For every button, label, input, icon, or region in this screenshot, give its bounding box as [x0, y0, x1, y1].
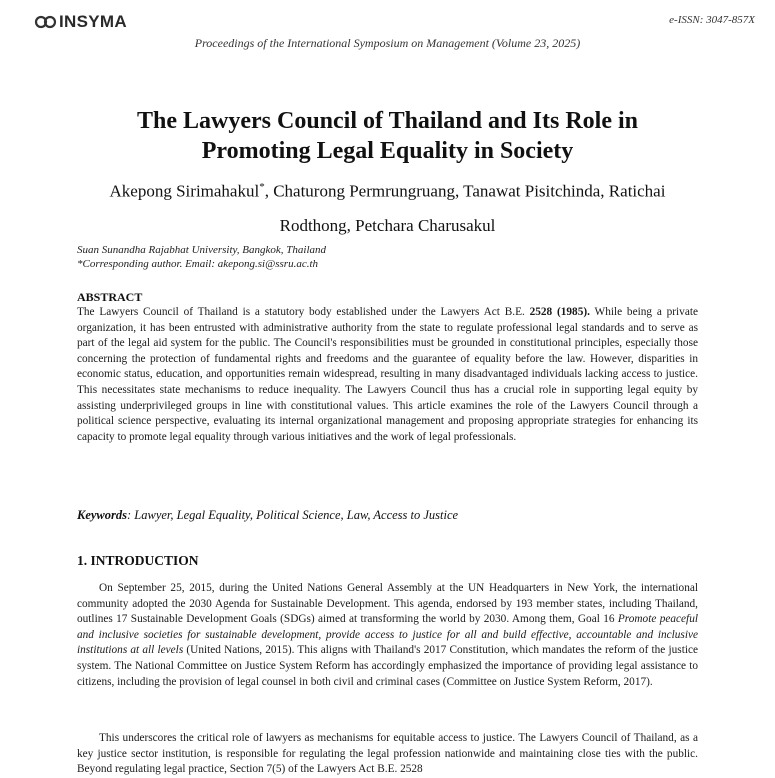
affiliation-block [77, 243, 326, 271]
intro-paragraph-2: This underscores the critical role of lawyers as mechanisms for equitable access to justice. The Lawyers Council of Thailand, as a key justice sector institution, is responsible for regulating the legal profession nationwide and maintaining close ties with the public. Beyond regulating legal practice, Section 7(5) of the Lawyers Act B.E. 2528 [77, 732, 698, 776]
abstract-text-part2: While being a private organization, it has been entrusted with administrative authority from the state to regulate professional legal standards and to serve as part of the legal aid system for the public. The Council's responsibilities must be grounded in constitutional principles, especially those concerning the protection of fundamental rights and freedoms and the guarantee of equality before the law. However, disparities in economic status, education, and opportunities remain widespread, resulting in many disadvantaged individuals lacking access to justice. This necessitates state mechanisms to reduce inequality. The Lawyers Council thus has a crucial role in supporting legal equity by assisting underprivileged groups in line with constitutional values. This article examines the role of the Lawyers Council through a political science perspective, evaluating its internal organizational management and proposing appropriate strategies for enhancing its capacity to promote legal equality through various initiatives and the work of legal professionals. [77, 306, 698, 443]
authors-line-2: Rodthong, Petchara Charusakul [279, 215, 496, 235]
affiliation: Suan Sunandha Rajabhat University, Bangkok, Thailand [77, 244, 327, 256]
journal-logo [34, 12, 127, 32]
issn: e-ISSN: 3047-857X [669, 14, 755, 26]
keywords-list: : Lawyer, Legal Equality, Political Science, Law, Access to Justice [127, 508, 459, 522]
keywords-label: Keywords [77, 508, 127, 522]
corresponding-author: *Corresponding author. Email: akepong.si@ssru.ac.th [77, 258, 319, 270]
abstract-text-part1: The Lawyers Council of Thailand is a statutory body established under the Lawyers Act B.E. [77, 306, 530, 318]
section-heading-introduction: 1. INTRODUCTION [77, 553, 199, 568]
co-authors: , Chaturong Permrungruang, Tanawat Pisitchinda, Ratichai [264, 181, 666, 201]
logo-text: INSYMA [59, 12, 127, 31]
intro-p1-part1: On September 25, 2015, during the United Nations General Assembly at the UN Headquarters in New York, the international community adopted the 2030 Agenda for Sustainable Development. This agenda, endorsed by 193 member states, including Thailand, outlines 17 Sustainable Development Goals (SDGs) aimed at transforming the world by 2030. Among them, Goal 16 [77, 582, 698, 626]
running-head: Proceedings of the International Symposium on Management (Volume 23, 2025) [194, 36, 581, 50]
first-author: Akepong Sirimahakul [109, 181, 260, 201]
author-list [60, 170, 715, 243]
abstract-heading: ABSTRACT [77, 290, 143, 304]
keywords [77, 508, 458, 523]
abstract-text [77, 305, 698, 445]
intro-p1-part2: (United Nations, 2015). This aligns with Thailand's 2017 Constitution, which mandates the reform of the justice system. The National Committee on Justice System Reform has accordingly emphasized the importance of providing legal assistance to citizens, including the provision of legal counsel in both civil and criminal cases (Committee on Justice System Reform, 2017). [77, 644, 698, 688]
abstract-text-bold: 2528 (1985). [529, 306, 590, 318]
infinity-logo-icon [34, 15, 58, 29]
title-line-1: The Lawyers Council of Thailand and Its Role in [137, 108, 638, 134]
authors-line-1 [60, 170, 715, 209]
intro-p1-goal16: Promote peaceful and inclusive societies for sustainable development, provide access to justice for all and build effective, accountable and inclusive institutions at all levels [77, 613, 698, 657]
corresponding-marker: * [259, 181, 265, 193]
title-line-2: Promoting Legal Equality in Society [201, 138, 574, 164]
intro-paragraph-1 [77, 581, 698, 690]
paper-title [60, 106, 715, 166]
